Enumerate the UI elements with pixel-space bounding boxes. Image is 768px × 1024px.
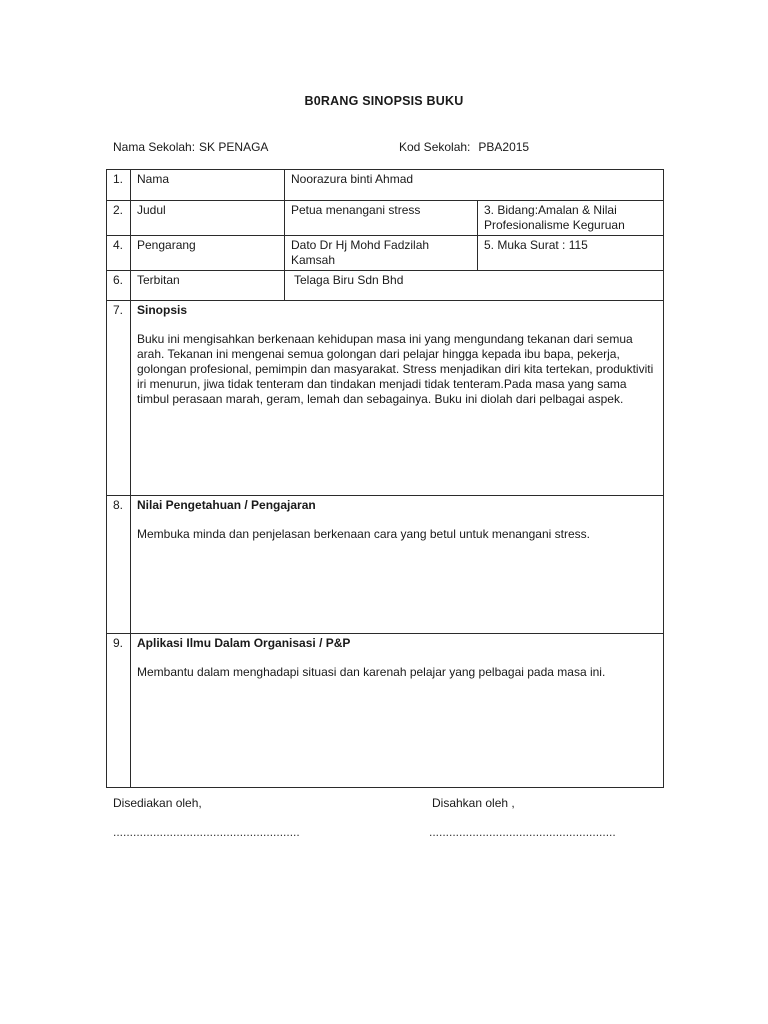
section-number: 7. [107,301,131,496]
section-body: Membuka minda dan penjelasan berkenaan cara yang betul untuk menangani stress. [137,527,590,541]
row-label: Judul [131,201,285,236]
row-label: Pengarang [131,236,285,271]
section-synopsis [107,301,664,496]
section-title: Aplikasi Ilmu Dalam Organisasi / P&P [137,636,351,650]
row-value: Noorazura binti Ahmad [285,170,664,201]
approved-by-label: Disahkan oleh , [432,796,515,810]
section-application [107,634,664,788]
school-code-label: Kod Sekolah: [399,140,471,154]
row-value: Dato Dr Hj Mohd Fadzilah Kamsah [285,236,478,271]
school-name-line [113,140,268,154]
row-publisher [107,271,664,301]
section-content [131,634,664,788]
section-knowledge-value [107,496,664,634]
synopsis-form-table [106,169,664,788]
school-code-value: PBA2015 [478,140,530,154]
row-number: 1. [107,170,131,201]
row-title [107,201,664,236]
section-title: Nilai Pengetahuan / Pengajaran [137,498,316,512]
section-body: Membantu dalam menghadapi situasi dan karenah pelajar yang pelbagai pada masa ini. [137,665,606,679]
row-name [107,170,664,201]
row-label: Terbitan [131,271,285,301]
section-number: 9. [107,634,131,788]
row-label: Nama [131,170,285,201]
row-author [107,236,664,271]
page-count-cell: 5. Muka Surat : 115 [478,236,664,271]
section-body: Buku ini mengisahkan berkenaan kehidupan masa ini yang mengundang tekanan dari semua arah. Tekanan ini mengenai semua golongan dari pelajar hingga kepada ibu bapa, pekerja, golongan profesional, pemimpin dan masyarakat. Stress menjadikan diri kita tertekan, produktiviti iri menurun, jiwa tidak tenteram dan tindakan menjadi tidak tenteram.Pada masa yang sama timbul perasaan marah, geram, lemah dan sebagainya. Buku ini diolah dari pelbagai aspek. [137,332,654,406]
prepared-by-label: Disediakan oleh, [113,796,202,810]
section-number: 8. [107,496,131,634]
approved-by-signature-line: ........................................................ [429,825,616,839]
prepared-by-signature-line: ........................................................ [113,825,300,839]
section-title: Sinopsis [137,303,188,317]
row-number: 6. [107,271,131,301]
row-value: Petua menangani stress [285,201,478,236]
field-area-cell: 3. Bidang:Amalan & Nilai Profesionalisme Keguruan [478,201,664,236]
school-code-line [399,140,529,154]
section-content [131,496,664,634]
row-number: 4. [107,236,131,271]
row-number: 2. [107,201,131,236]
section-content [131,301,664,496]
row-value: Telaga Biru Sdn Bhd [285,271,664,301]
school-name-label: Nama Sekolah: [113,140,196,154]
document-title: B0RANG SINOPSIS BUKU [304,94,464,108]
school-name-value: SK PENAGA [199,140,269,154]
